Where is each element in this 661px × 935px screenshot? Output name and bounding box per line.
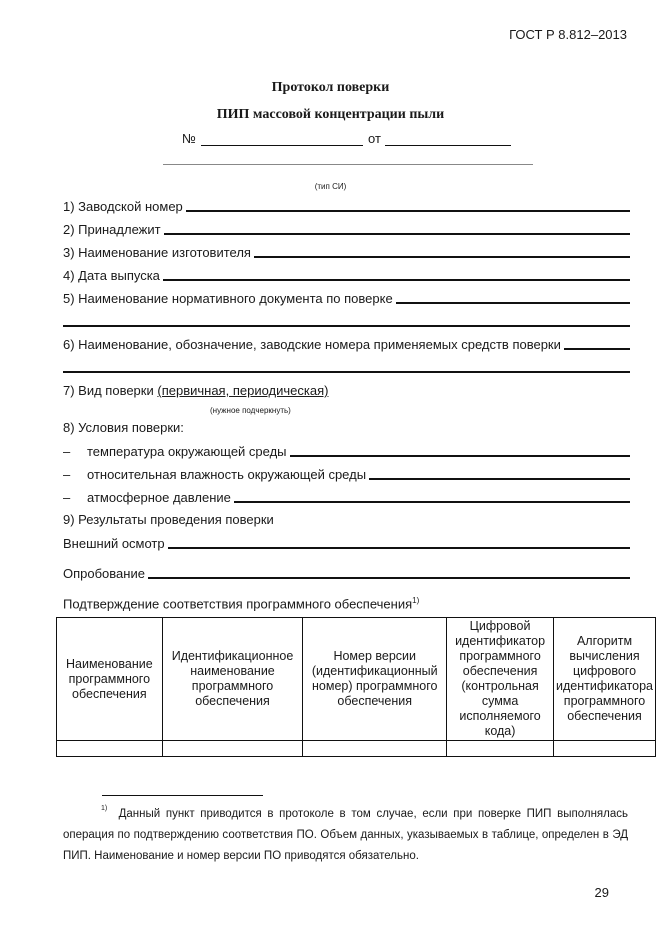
footnote-divider — [102, 795, 263, 796]
verification-type-label: 7) Вид поверки — [63, 383, 154, 398]
date-label: от — [368, 131, 381, 146]
normative-doc-label: 5) Наименование нормативного документа по поверке — [63, 291, 393, 306]
serial-number-label: 1) Заводской номер — [63, 199, 183, 214]
protocol-title: Протокол поверки — [271, 80, 390, 95]
software-table — [56, 617, 656, 757]
owner-row — [63, 221, 630, 237]
table-cell[interactable] — [303, 741, 447, 757]
standard-code: ГОСТ Р 8.812–2013 — [509, 27, 627, 42]
instrument-type-field[interactable] — [163, 164, 533, 165]
serial-number-row — [63, 198, 630, 214]
number-label: № — [182, 131, 196, 146]
owner-label: 2) Принадлежит — [63, 222, 161, 237]
footnote-mark: 1) — [101, 805, 108, 812]
normative-doc-continuation[interactable] — [63, 325, 630, 327]
footnote-ref: 1) — [412, 596, 420, 605]
release-date-row — [63, 267, 630, 283]
pressure-row — [63, 489, 630, 505]
verification-means-continuation[interactable] — [63, 371, 630, 373]
dash-marker: – — [63, 444, 71, 459]
humidity-field[interactable] — [369, 478, 630, 480]
conditions-label: 8) Условия поверки: — [63, 420, 184, 435]
table-cell[interactable] — [554, 741, 656, 757]
temperature-field[interactable] — [290, 455, 630, 457]
protocol-subtitle: ПИП массовой концентрации пыли — [216, 107, 445, 122]
testing-row — [63, 565, 630, 581]
testing-label: Опробование — [63, 566, 145, 581]
manufacturer-label: 3) Наименование изготовителя — [63, 245, 251, 260]
number-field[interactable] — [201, 131, 363, 146]
visual-inspection-field[interactable] — [168, 547, 630, 549]
manufacturer-row — [63, 244, 630, 260]
dash-marker: – — [63, 490, 71, 505]
table-row — [57, 741, 656, 757]
column-header: Наименование программного обеспечения — [57, 618, 163, 741]
column-header: Идентификационное наименование программного обеспечения — [162, 618, 303, 741]
visual-inspection-label: Внешний осмотр — [63, 536, 165, 551]
verification-means-field[interactable] — [564, 348, 630, 350]
humidity-label: относительная влажность окружающей среды — [87, 467, 367, 482]
table-cell[interactable] — [162, 741, 303, 757]
footnote-text: Данный пункт приводится в протоколе в том случае, если при поверке ПИП выполнялась операция по подтверждению соответствия ПО. Объем данных, указываемых в таблице, определен в ЭД ПИП. Наименование и номер версии ПО приводятся обязательно. — [63, 808, 628, 862]
verification-type-row — [63, 383, 328, 398]
pressure-label: атмосферное давление — [87, 490, 231, 505]
column-header: Номер версии (идентификационный номер) программного обеспечения — [303, 618, 447, 741]
normative-doc-field[interactable] — [396, 302, 630, 304]
footnote — [63, 804, 628, 867]
column-header: Алгоритм вычисления цифрового идентификатора программного обеспечения — [554, 618, 656, 741]
software-title-row — [63, 596, 419, 611]
date-field[interactable] — [385, 131, 511, 146]
software-title: Подтверждение соответствия программного обеспечения — [63, 596, 413, 612]
table-cell[interactable] — [447, 741, 554, 757]
testing-field[interactable] — [148, 577, 630, 579]
verification-means-label: 6) Наименование, обозначение, заводские номера применяемых средств поверки — [63, 337, 561, 352]
page-number: 29 — [594, 885, 609, 900]
dash-marker: – — [63, 467, 71, 482]
column-header: Цифровой идентификатор программного обеспечения (контрольная сумма исполняемого кода) — [447, 618, 554, 741]
release-date-label: 4) Дата выпуска — [63, 268, 160, 283]
table-cell[interactable] — [57, 741, 163, 757]
owner-field[interactable] — [164, 233, 630, 235]
pressure-field[interactable] — [234, 501, 630, 503]
table-header-row — [57, 618, 656, 741]
verification-type-options[interactable]: (первичная, периодическая) — [157, 383, 329, 398]
manufacturer-field[interactable] — [254, 256, 630, 258]
results-label: 9) Результаты проведения поверки — [63, 512, 274, 527]
type-caption: (тип СИ) — [314, 182, 347, 191]
visual-inspection-row — [63, 535, 630, 551]
release-date-field[interactable] — [163, 279, 630, 281]
verification-means-row — [63, 336, 630, 352]
normative-doc-row — [63, 290, 630, 306]
serial-number-field[interactable] — [186, 210, 630, 212]
underline-note: (нужное подчеркнуть) — [210, 406, 291, 415]
temperature-label: температура окружающей среды — [87, 444, 287, 459]
temperature-row — [63, 443, 630, 459]
humidity-row — [63, 466, 630, 482]
